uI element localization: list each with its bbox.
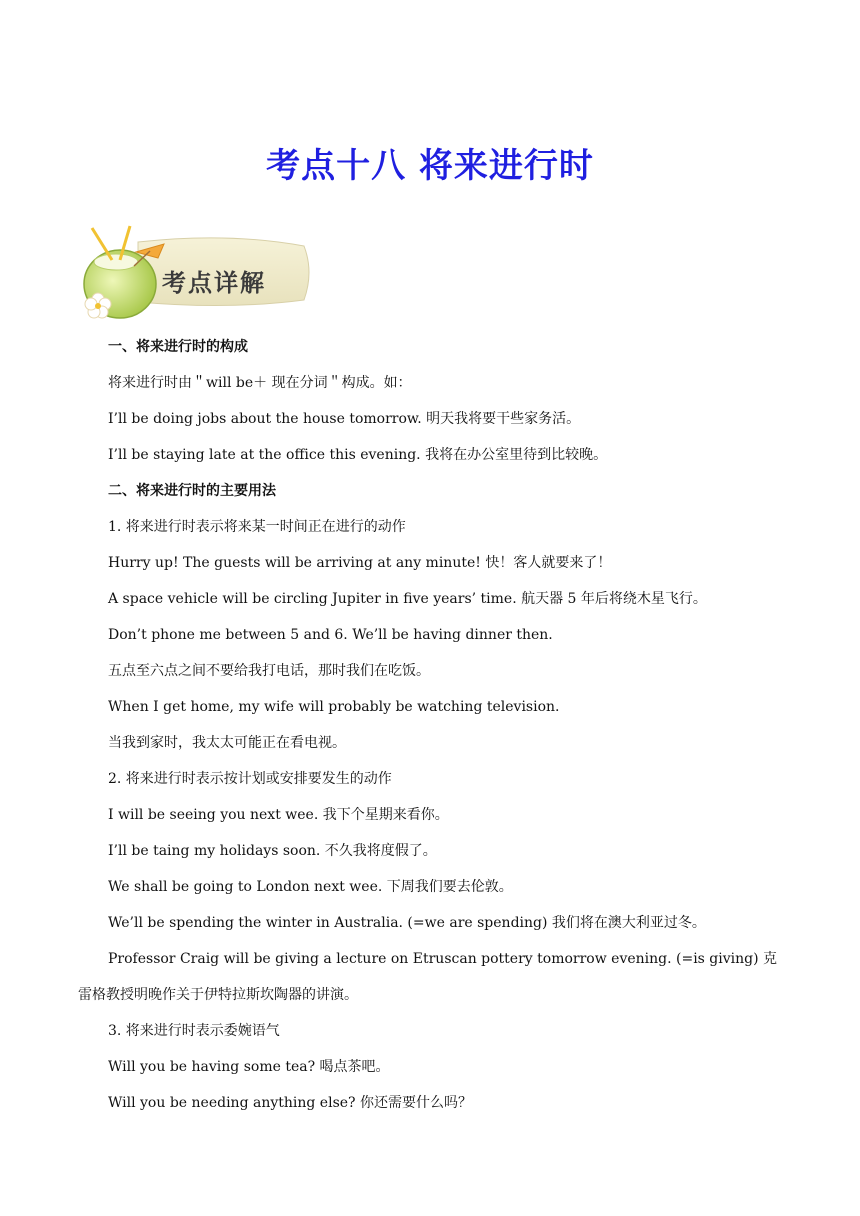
example-line: We’ll be spending the winter in Australia. (=we are spending) 我们将在澳大利亚过冬。 <box>108 915 706 931</box>
translation-line: 五点至六点之间不要给我打电话，那时我们在吃饭。 <box>108 663 430 679</box>
usage-point: 2. 将来进行时表示按计划或安排要发生的动作 <box>108 771 392 787</box>
usage-point: 1. 将来进行时表示将来某一时间正在进行的动作 <box>108 519 406 535</box>
example-line: Will you be needing anything else? 你还需要什么吗？ <box>108 1095 472 1111</box>
example-line: Will you be having some tea? 喝点茶吧。 <box>108 1059 390 1075</box>
example-line: Hurry up! The guests will be arriving at any minute! 快！客人就要来了！ <box>108 555 612 571</box>
example-line: A space vehicle will be circling Jupiter in five years’ time. 航天器 5 年后将绕木星飞行。 <box>108 591 707 607</box>
wrapped-example: Professor Craig will be giving a lecture on Etruscan pottery tomorrow evening. (=is giving) 克雷格教授明晚作关于伊特拉斯坎陶器的讲演。 <box>78 951 778 1003</box>
page-title: 考点十八 将来进行时 <box>266 146 594 186</box>
example-line: I’ll be staying late at the office this evening. 我将在办公室里待到比较晚。 <box>108 447 608 463</box>
example-line: I will be seeing you next wee. 我下个星期来看你。 <box>108 807 449 823</box>
heading-usage: 二、将来进行时的主要用法 <box>108 483 276 499</box>
heading-composition: 一、将来进行时的构成 <box>108 339 248 355</box>
text-line: 将来进行时由＂will be＋ 现在分词＂构成。如： <box>108 375 412 391</box>
translation-line: 当我到家时，我太太可能正在看电视。 <box>108 735 346 751</box>
example-line: Don’t phone me between 5 and 6. We’ll be having dinner then. <box>108 627 553 643</box>
usage-point: 3. 将来进行时表示委婉语气 <box>108 1023 280 1039</box>
example-line: We shall be going to London next wee. 下周我们要去伦敦。 <box>108 879 513 895</box>
example-line: When I get home, my wife will probably be watching television. <box>108 699 560 715</box>
section-badge: 考点详解 <box>162 269 266 297</box>
example-line: I’ll be taing my holidays soon. 不久我将度假了。 <box>108 843 437 859</box>
example-line: I’ll be doing jobs about the house tomorrow. 明天我将要干些家务活。 <box>108 411 581 427</box>
